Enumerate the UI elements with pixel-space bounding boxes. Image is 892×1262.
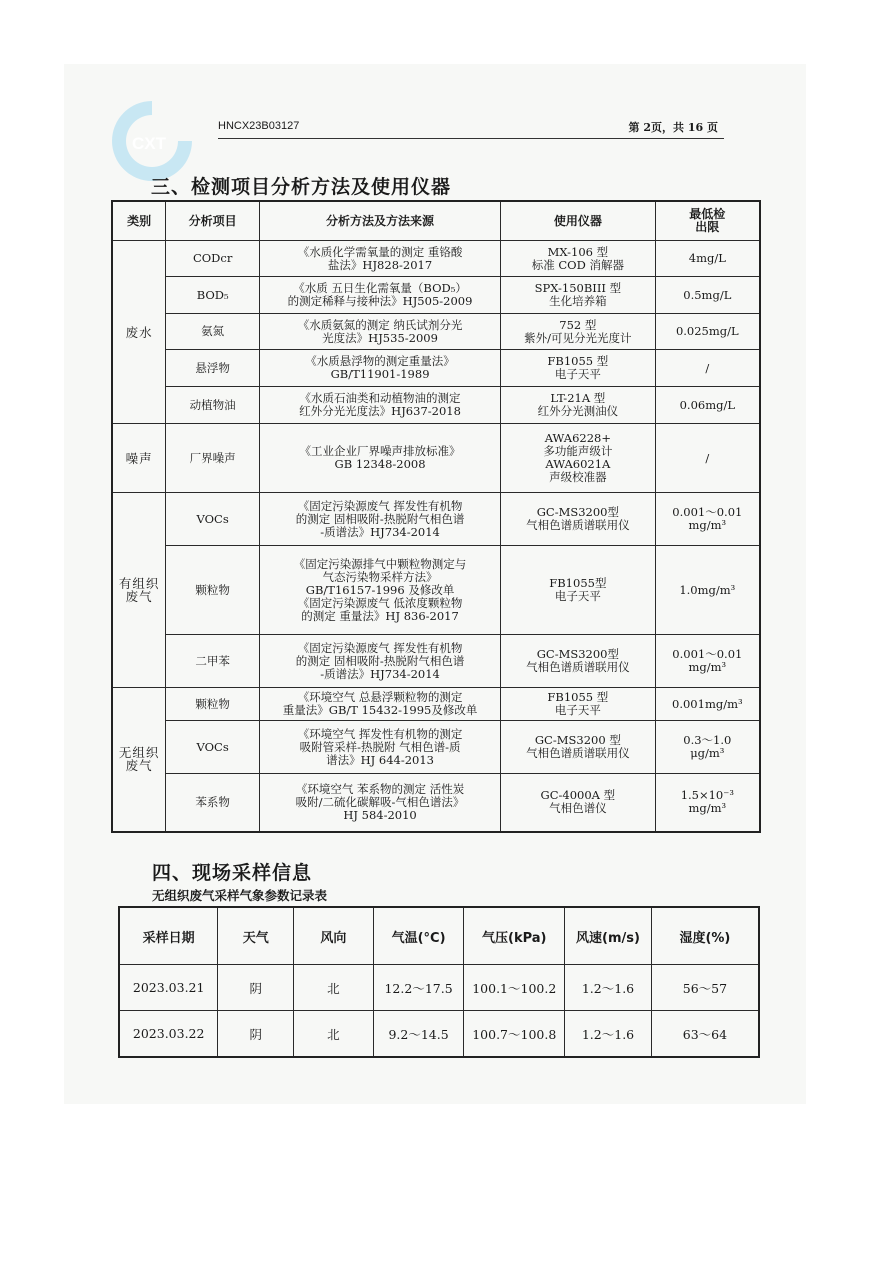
method-cell: 《环境空气 总悬浮颗粒物的测定 重量法》GB/T 15432-1995及修改单 [260, 688, 501, 721]
table-cell: 阴 [218, 1011, 294, 1058]
analysis-item-cell: 颗粒物 [166, 688, 260, 721]
table-row [112, 493, 760, 546]
detection-limit-cell: 0.06mg/L [655, 387, 760, 424]
detection-limit-cell: / [655, 350, 760, 387]
category-cell: 无组织 废气 [112, 688, 166, 832]
analysis-item-cell: 动植物油 [166, 387, 260, 424]
detection-limit-cell: 4mg/L [655, 241, 760, 277]
column-header: 分析项目 [166, 201, 260, 241]
analysis-item-cell: 悬浮物 [166, 350, 260, 387]
instrument-cell: AWA6228+ 多功能声级计 AWA6021A 声级校准器 [501, 424, 656, 493]
instrument-cell: LT-21A 型 红外分光测油仪 [501, 387, 656, 424]
method-cell: 《水质石油类和动植物油的测定 红外分光光度法》HJ637-2018 [260, 387, 501, 424]
instrument-cell: GC-MS3200 型 气相色谱质谱联用仪 [501, 721, 656, 774]
table-row [112, 277, 760, 314]
section-4-title: 四、现场采样信息 [152, 862, 313, 884]
table-cell: 12.2～17.5 [373, 965, 464, 1011]
column-header: 类别 [112, 201, 166, 241]
detection-limit-cell: 0.001～0.01 mg/m³ [655, 635, 760, 688]
table-cell: 100.1～100.2 [464, 965, 565, 1011]
page-number: 第 2页，共 16 页 [628, 121, 718, 134]
table-cell: 2023.03.22 [119, 1011, 218, 1058]
column-header: 使用仪器 [501, 201, 656, 241]
method-cell: 《水质悬浮物的测定重量法》 GB/T11901-1989 [260, 350, 501, 387]
table-header-row [119, 907, 759, 965]
table-row [112, 387, 760, 424]
method-cell: 《固定污染源排气中颗粒物测定与 气态污染物采样方法》 GB/T16157-1996 及修改单 《固定污染源废气 低浓度颗粒物 的测定 重量法》HJ 836-2017 [260, 546, 501, 635]
weather-table-caption: 无组织废气采样气象参数记录表 [152, 888, 328, 903]
table-row [112, 721, 760, 774]
analysis-item-cell: BOD₅ [166, 277, 260, 314]
table-cell: 2023.03.21 [119, 965, 218, 1011]
category-cell: 噪声 [112, 424, 166, 493]
table-row [112, 774, 760, 832]
detection-limit-cell: / [655, 424, 760, 493]
table-row [112, 241, 760, 277]
detection-limit-cell: 0.5mg/L [655, 277, 760, 314]
table-cell: 63～64 [651, 1011, 759, 1058]
table-row [112, 424, 760, 493]
column-header: 风速(m/s) [565, 907, 652, 965]
document-id: HNCX23B03127 [218, 120, 300, 132]
column-header: 气温(°C) [373, 907, 464, 965]
detection-limit-cell: 0.001～0.01 mg/m³ [655, 493, 760, 546]
instrument-cell: FB1055型 电子天平 [501, 546, 656, 635]
table-header-row [112, 201, 760, 241]
detection-limit-cell: 0.025mg/L [655, 314, 760, 350]
table-row [112, 314, 760, 350]
svg-text:CXT: CXT [132, 134, 166, 153]
table-cell: 北 [294, 965, 374, 1011]
category-cell: 有组织 废气 [112, 493, 166, 688]
column-header: 风向 [294, 907, 374, 965]
page-header [218, 118, 724, 139]
method-cell: 《水质氨氮的测定 纳氏试剂分光 光度法》HJ535-2009 [260, 314, 501, 350]
table-cell: 阴 [218, 965, 294, 1011]
table-cell: 56～57 [651, 965, 759, 1011]
column-header: 采样日期 [119, 907, 218, 965]
instrument-cell: 752 型 紫外/可见分光光度计 [501, 314, 656, 350]
column-header: 分析方法及方法来源 [260, 201, 501, 241]
method-cell: 《固定污染源废气 挥发性有机物 的测定 固相吸附-热脱附气相色谱 -质谱法》HJ734-2014 [260, 493, 501, 546]
analysis-item-cell: VOCs [166, 721, 260, 774]
method-cell: 《环境空气 挥发性有机物的测定 吸附管采样-热脱附 气相色谱-质 谱法》HJ 644-2013 [260, 721, 501, 774]
table-cell: 北 [294, 1011, 374, 1058]
table-row [112, 688, 760, 721]
method-cell: 《固定污染源废气 挥发性有机物 的测定 固相吸附-热脱附气相色谱 -质谱法》HJ734-2014 [260, 635, 501, 688]
table-cell: 100.7～100.8 [464, 1011, 565, 1058]
detection-limit-cell: 0.3～1.0 μg/m³ [655, 721, 760, 774]
instrument-cell: GC-MS3200型 气相色谱质谱联用仪 [501, 493, 656, 546]
method-cell: 《工业企业厂界噪声排放标准》 GB 12348-2008 [260, 424, 501, 493]
table-row [112, 635, 760, 688]
category-cell: 废水 [112, 241, 166, 424]
table-row [112, 546, 760, 635]
detection-limit-cell: 1.5×10⁻³ mg/m³ [655, 774, 760, 832]
detection-limit-cell: 1.0mg/m³ [655, 546, 760, 635]
instrument-cell: MX-106 型 标准 COD 消解器 [501, 241, 656, 277]
analysis-item-cell: 氨氮 [166, 314, 260, 350]
detection-limit-cell: 0.001mg/m³ [655, 688, 760, 721]
instrument-cell: FB1055 型 电子天平 [501, 688, 656, 721]
analysis-item-cell: VOCs [166, 493, 260, 546]
method-cell: 《水质化学需氧量的测定 重铬酸 盐法》HJ828-2017 [260, 241, 501, 277]
instrument-cell: GC-MS3200型 气相色谱质谱联用仪 [501, 635, 656, 688]
table-cell: 1.2～1.6 [565, 1011, 652, 1058]
analysis-item-cell: 苯系物 [166, 774, 260, 832]
analysis-item-cell: 厂界噪声 [166, 424, 260, 493]
instrument-cell: FB1055 型 电子天平 [501, 350, 656, 387]
section-3-title: 三、检测项目分析方法及使用仪器 [151, 176, 452, 198]
analysis-item-cell: CODcr [166, 241, 260, 277]
column-header: 气压(kPa) [464, 907, 565, 965]
column-header: 最低检 出限 [655, 201, 760, 241]
analysis-item-cell: 二甲苯 [166, 635, 260, 688]
table-row [119, 1011, 759, 1058]
analysis-item-cell: 颗粒物 [166, 546, 260, 635]
instrument-cell: SPX-150BIII 型 生化培养箱 [501, 277, 656, 314]
table-cell: 9.2～14.5 [373, 1011, 464, 1058]
table-cell: 1.2～1.6 [565, 965, 652, 1011]
weather-parameters-table [118, 906, 760, 1058]
method-cell: 《环境空气 苯系物的测定 活性炭 吸附/二硫化碳解吸-气相色谱法》 HJ 584-2010 [260, 774, 501, 832]
table-row [112, 350, 760, 387]
column-header: 湿度(%) [651, 907, 759, 965]
analysis-methods-table [111, 200, 761, 833]
method-cell: 《水质 五日生化需氧量（BOD₅） 的测定稀释与接种法》HJ505-2009 [260, 277, 501, 314]
instrument-cell: GC-4000A 型 气相色谱仪 [501, 774, 656, 832]
column-header: 天气 [218, 907, 294, 965]
table-row [119, 965, 759, 1011]
